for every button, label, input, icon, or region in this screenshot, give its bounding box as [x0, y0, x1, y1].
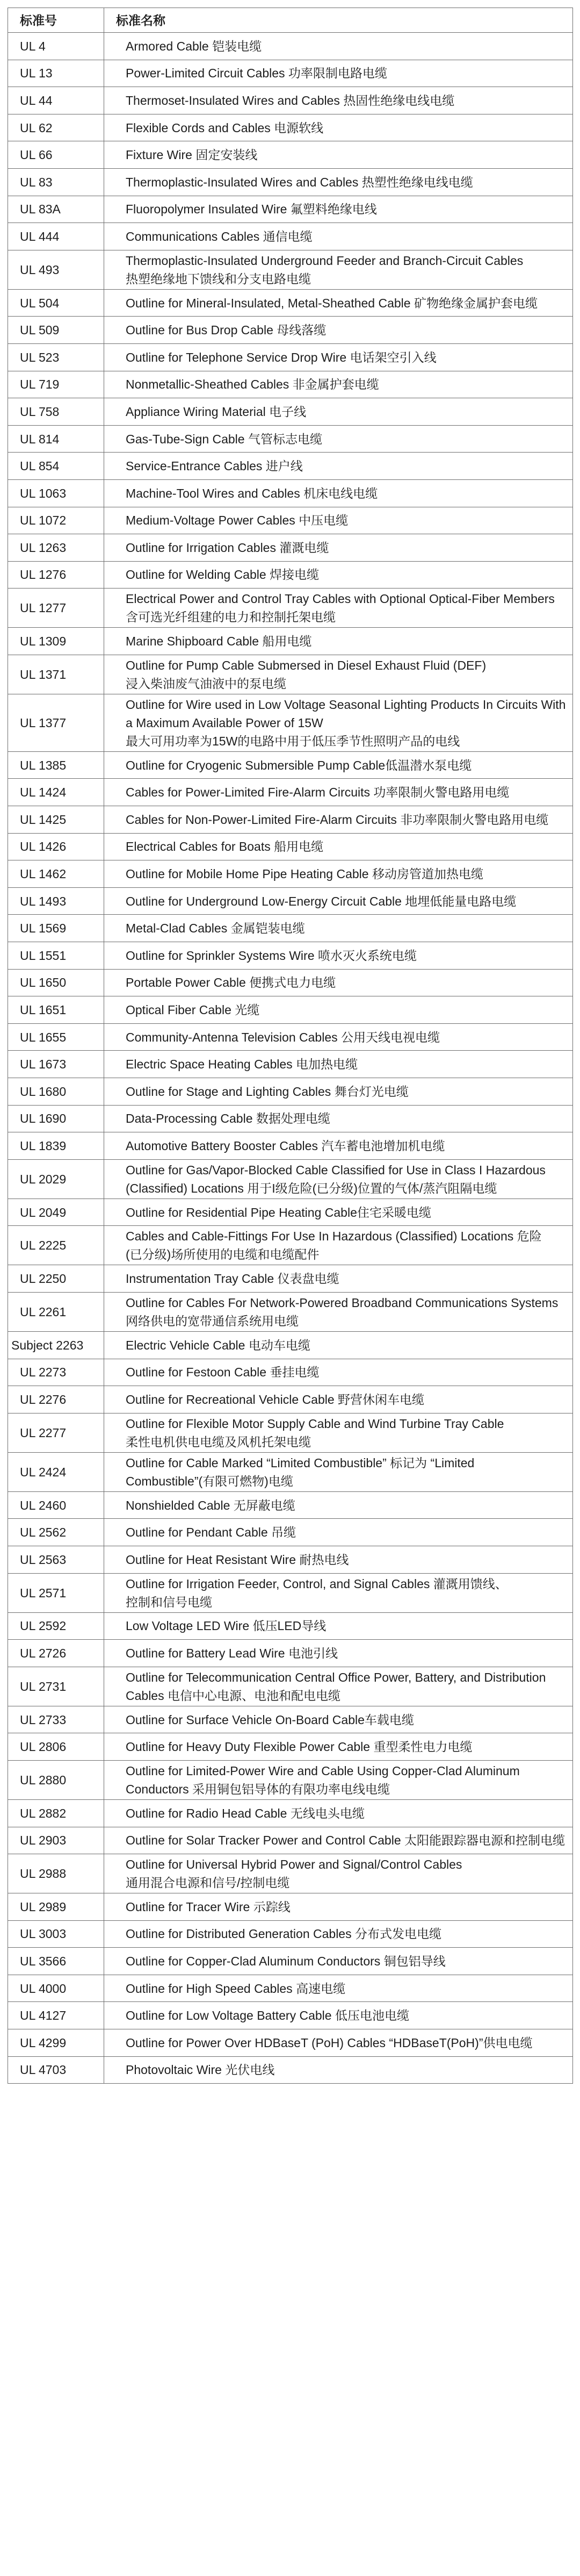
standard-code: UL 509: [8, 317, 104, 344]
standard-name: Data-Processing Cable 数据处理电缆: [104, 1105, 573, 1132]
standard-name: Outline for Universal Hybrid Power and Signal/Control Cables 通用混合电源和信号/控制电缆: [104, 1854, 573, 1893]
standard-code: UL 814: [8, 425, 104, 453]
table-row: [8, 2002, 573, 2029]
table-row: [8, 60, 573, 87]
table-row: [8, 1854, 573, 1893]
standard-name: Marine Shipboard Cable 船用电缆: [104, 628, 573, 655]
standard-code: UL 1263: [8, 534, 104, 562]
standard-code: UL 2424: [8, 1452, 104, 1491]
table-row: [8, 141, 573, 169]
table-row: [8, 942, 573, 970]
standard-code: UL 2989: [8, 1893, 104, 1921]
standard-name: Electrical Cables for Boats 船用电缆: [104, 833, 573, 860]
standard-name: Outline for Residential Pipe Heating Cable住宅采暖电缆: [104, 1199, 573, 1226]
standard-code: UL 504: [8, 289, 104, 317]
table-row: [8, 996, 573, 1024]
standard-name: Photovoltaic Wire 光伏电线: [104, 2056, 573, 2084]
standard-code: UL 1377: [8, 694, 104, 751]
standard-code: UL 1839: [8, 1132, 104, 1160]
standard-name: Outline for Stage and Lighting Cables 舞台灯光电缆: [104, 1078, 573, 1106]
standard-name: Armored Cable 铠装电缆: [104, 33, 573, 60]
standard-code: UL 44: [8, 87, 104, 114]
table-row: [8, 507, 573, 534]
table-row: [8, 1948, 573, 1975]
standard-code: UL 2029: [8, 1159, 104, 1199]
standard-code: UL 493: [8, 250, 104, 289]
table-row: [8, 343, 573, 371]
standard-code: UL 2731: [8, 1667, 104, 1706]
standard-name: Electric Vehicle Cable 电动车电缆: [104, 1331, 573, 1359]
table-row: [8, 1386, 573, 1413]
standard-name: Outline for Heat Resistant Wire 耐热电线: [104, 1546, 573, 1573]
standard-code: UL 1276: [8, 561, 104, 589]
standard-name: Gas-Tube-Sign Cable 气管标志电缆: [104, 425, 573, 453]
standard-code: UL 4000: [8, 1975, 104, 2002]
table-row: [8, 1292, 573, 1331]
standard-name: Outline for Telecommunication Central Office Power, Battery, and Distribution Cables 电信中心电源、电池和配电电缆: [104, 1667, 573, 1706]
table-row: [8, 1612, 573, 1640]
standard-code: UL 4127: [8, 2002, 104, 2029]
standard-code: UL 2988: [8, 1854, 104, 1893]
standard-code: UL 719: [8, 371, 104, 398]
standard-name: Thermoplastic-Insulated Underground Feeder and Branch-Circuit Cables 热塑绝缘地下馈线和分支电路电缆: [104, 250, 573, 289]
table-row: [8, 196, 573, 223]
table-row: [8, 425, 573, 453]
header-standard-code: 标准号: [8, 8, 104, 33]
standard-name: Outline for Surface Vehicle On-Board Cable车载电缆: [104, 1706, 573, 1733]
table-row: [8, 2029, 573, 2057]
table-row: [8, 1132, 573, 1160]
standard-name: Power-Limited Circuit Cables 功率限制电路电缆: [104, 60, 573, 87]
standard-code: UL 2571: [8, 1573, 104, 1612]
standard-name: Outline for Battery Lead Wire 电池引线: [104, 1640, 573, 1667]
table-row: [8, 1706, 573, 1733]
standard-name: Outline for Festoon Cable 垂挂电缆: [104, 1359, 573, 1386]
table-row: [8, 1199, 573, 1226]
table-row: [8, 1573, 573, 1612]
standard-code: UL 2903: [8, 1827, 104, 1854]
standard-code: UL 3003: [8, 1920, 104, 1948]
standard-name: Outline for Tracer Wire 示踪线: [104, 1893, 573, 1921]
standard-name: Optical Fiber Cable 光缆: [104, 996, 573, 1024]
standard-name: Outline for Wire used in Low Voltage Seasonal Lighting Products In Circuits With a Maximum Available Power of 15W 最大可用功率为15W的电路中用于低压季节性照明产品的电线: [104, 694, 573, 751]
table-row: [8, 1051, 573, 1078]
standard-code: UL 1385: [8, 751, 104, 779]
standard-name: Outline for Mobile Home Pipe Heating Cable 移动房管道加热电缆: [104, 860, 573, 888]
standard-code: UL 4: [8, 33, 104, 60]
standard-name: Fluoropolymer Insulated Wire 氟塑料绝缘电线: [104, 196, 573, 223]
standard-code: UL 62: [8, 114, 104, 141]
table-row: [8, 1078, 573, 1106]
table-row: [8, 1452, 573, 1491]
standard-name: Outline for Mineral-Insulated, Metal-Sheathed Cable 矿物绝缘金属护套电缆: [104, 289, 573, 317]
standard-code: UL 2276: [8, 1386, 104, 1413]
standard-name: Thermoplastic-Insulated Wires and Cables 热塑性绝缘电线电缆: [104, 168, 573, 196]
table-row: [8, 1733, 573, 1761]
standard-code: UL 3566: [8, 1948, 104, 1975]
standard-name: Outline for Pendant Cable 吊缆: [104, 1519, 573, 1546]
table-row: [8, 87, 573, 114]
standard-code: UL 854: [8, 453, 104, 480]
standard-code: UL 1425: [8, 806, 104, 834]
standard-code: UL 2592: [8, 1612, 104, 1640]
standard-name: Cables for Non-Power-Limited Fire-Alarm Circuits 非功率限制火警电路用电缆: [104, 806, 573, 834]
standard-name: Outline for Flexible Motor Supply Cable and Wind Turbine Tray Cable 柔性电机供电电缆及风机托架电缆: [104, 1413, 573, 1452]
table-body: [8, 33, 573, 2084]
table-row: [8, 887, 573, 915]
table-row: [8, 1491, 573, 1519]
table-row: [8, 534, 573, 562]
standard-name: Outline for Pump Cable Submersed in Diesel Exhaust Fluid (DEF) 浸入柴油废气油液中的泵电缆: [104, 655, 573, 694]
standard-code: UL 2273: [8, 1359, 104, 1386]
standard-name: Outline for Limited-Power Wire and Cable Using Copper-Clad Aluminum Conductors 采用铜包铝导体的有限功率电线电缆: [104, 1760, 573, 1799]
standard-name: Electrical Power and Control Tray Cables with Optional Optical-Fiber Members 含可选光纤组建的电力和控制托架电缆: [104, 589, 573, 628]
standard-code: UL 1277: [8, 589, 104, 628]
table-header-row: [8, 8, 573, 33]
table-row: [8, 1920, 573, 1948]
standard-name: Nonmetallic-Sheathed Cables 非金属护套电缆: [104, 371, 573, 398]
standard-code: UL 1551: [8, 942, 104, 970]
standard-name: Fixture Wire 固定安装线: [104, 141, 573, 169]
standard-name: Outline for Irrigation Cables 灌溉电缆: [104, 534, 573, 562]
standard-name: Outline for Copper-Clad Aluminum Conductors 铜包铝导线: [104, 1948, 573, 1975]
table-row: [8, 694, 573, 751]
standard-code: UL 2460: [8, 1491, 104, 1519]
table-row: [8, 655, 573, 694]
header-standard-name: 标准名称: [104, 8, 573, 33]
standard-name: Outline for Radio Head Cable 无线电头电缆: [104, 1799, 573, 1827]
table-row: [8, 628, 573, 655]
standard-name: Outline for Solar Tracker Power and Control Cable 太阳能跟踪器电源和控制电缆: [104, 1827, 573, 1854]
standard-name: Electric Space Heating Cables 电加热电缆: [104, 1051, 573, 1078]
standard-code: UL 2250: [8, 1265, 104, 1293]
standard-name: Instrumentation Tray Cable 仪表盘电缆: [104, 1265, 573, 1293]
standard-code: UL 1655: [8, 1023, 104, 1051]
standard-name: Cables and Cable-Fittings For Use In Hazardous (Classified) Locations 危险(已分级)场所使用的电缆和电缆配件: [104, 1226, 573, 1265]
standard-name: Metal-Clad Cables 金属铠装电缆: [104, 915, 573, 942]
standard-code: UL 2726: [8, 1640, 104, 1667]
table-row: [8, 453, 573, 480]
table-row: [8, 1799, 573, 1827]
standard-name: Appliance Wiring Material 电子线: [104, 398, 573, 426]
standard-code: UL 83A: [8, 196, 104, 223]
table-row: [8, 1519, 573, 1546]
standard-code: UL 1569: [8, 915, 104, 942]
standard-code: UL 4299: [8, 2029, 104, 2057]
standard-name: Outline for Underground Low-Energy Circuit Cable 地埋低能量电路电缆: [104, 887, 573, 915]
table-row: [8, 1546, 573, 1573]
table-row: [8, 371, 573, 398]
standard-code: UL 1651: [8, 996, 104, 1024]
standard-code: UL 1673: [8, 1051, 104, 1078]
standard-name: Outline for Recreational Vehicle Cable 野营休闲车电缆: [104, 1386, 573, 1413]
standard-code: UL 83: [8, 168, 104, 196]
table-row: [8, 779, 573, 806]
standard-code: UL 1063: [8, 479, 104, 507]
standard-name: Cables for Power-Limited Fire-Alarm Circuits 功率限制火警电路用电缆: [104, 779, 573, 806]
standard-name: Community-Antenna Television Cables 公用天线电视电缆: [104, 1023, 573, 1051]
standard-code: UL 2806: [8, 1733, 104, 1761]
standard-code: UL 2261: [8, 1292, 104, 1331]
ul-standards-table: [8, 8, 573, 2084]
standard-name: Outline for Cables For Network-Powered Broadband Communications Systems 网络供电的宽带通信系统用电缆: [104, 1292, 573, 1331]
standard-name: Outline for Sprinkler Systems Wire 喷水灭火系统电缆: [104, 942, 573, 970]
table-row: [8, 1760, 573, 1799]
standards-table-container: [8, 8, 572, 2084]
table-row: [8, 589, 573, 628]
table-row: [8, 860, 573, 888]
table-row: [8, 479, 573, 507]
table-row: [8, 1023, 573, 1051]
standard-code: UL 1690: [8, 1105, 104, 1132]
standard-name: Outline for Cryogenic Submersible Pump Cable低温潜水泵电缆: [104, 751, 573, 779]
table-row: [8, 223, 573, 250]
standard-name: Outline for High Speed Cables 高速电缆: [104, 1975, 573, 2002]
table-row: [8, 33, 573, 60]
standard-name: Outline for Welding Cable 焊接电缆: [104, 561, 573, 589]
standard-name: Outline for Power Over HDBaseT (PoH) Cables “HDBaseT(PoH)”供电电缆: [104, 2029, 573, 2057]
standard-name: Flexible Cords and Cables 电源软线: [104, 114, 573, 141]
table-row: [8, 1159, 573, 1199]
standard-name: Outline for Gas/Vapor-Blocked Cable Classified for Use in Class I Hazardous (Classified) Locations 用于I级危险(已分级)位置的气体/蒸汽阻隔电缆: [104, 1159, 573, 1199]
table-row: [8, 1359, 573, 1386]
table-row: [8, 1265, 573, 1293]
standard-name: Outline for Heavy Duty Flexible Power Cable 重型柔性电力电缆: [104, 1733, 573, 1761]
standard-name: Communications Cables 通信电缆: [104, 223, 573, 250]
standard-name: Outline for Low Voltage Battery Cable 低压电池电缆: [104, 2002, 573, 2029]
standard-name: Medium-Voltage Power Cables 中压电缆: [104, 507, 573, 534]
table-row: [8, 1226, 573, 1265]
standard-code: UL 758: [8, 398, 104, 426]
standard-code: Subject 2263: [8, 1331, 104, 1359]
standard-code: UL 2880: [8, 1760, 104, 1799]
standard-code: UL 66: [8, 141, 104, 169]
standard-code: UL 1072: [8, 507, 104, 534]
standard-name: Low Voltage LED Wire 低压LED导线: [104, 1612, 573, 1640]
standard-code: UL 1309: [8, 628, 104, 655]
standard-code: UL 2225: [8, 1226, 104, 1265]
table-row: [8, 806, 573, 834]
table-row: [8, 2056, 573, 2084]
table-row: [8, 1331, 573, 1359]
standard-code: UL 2882: [8, 1799, 104, 1827]
standard-code: UL 1371: [8, 655, 104, 694]
standard-name: Automotive Battery Booster Cables 汽车蓄电池增加机电缆: [104, 1132, 573, 1160]
standard-code: UL 1462: [8, 860, 104, 888]
standard-code: UL 1650: [8, 969, 104, 996]
table-row: [8, 289, 573, 317]
standard-code: UL 1680: [8, 1078, 104, 1106]
table-row: [8, 398, 573, 426]
table-row: [8, 915, 573, 942]
standard-name: Outline for Irrigation Feeder, Control, and Signal Cables 灌溉用馈线、控制和信号电缆: [104, 1573, 573, 1612]
table-row: [8, 1413, 573, 1452]
standard-code: UL 1493: [8, 887, 104, 915]
standard-code: UL 2049: [8, 1199, 104, 1226]
standard-code: UL 13: [8, 60, 104, 87]
standard-code: UL 2563: [8, 1546, 104, 1573]
table-row: [8, 1975, 573, 2002]
standard-code: UL 2562: [8, 1519, 104, 1546]
standard-name: Outline for Cable Marked “Limited Combustible” 标记为 “Limited Combustible”(有限可燃物)电缆: [104, 1452, 573, 1491]
table-row: [8, 969, 573, 996]
standard-name: Machine-Tool Wires and Cables 机床电线电缆: [104, 479, 573, 507]
table-row: [8, 751, 573, 779]
table-row: [8, 250, 573, 289]
table-row: [8, 833, 573, 860]
standard-code: UL 2277: [8, 1413, 104, 1452]
standard-name: Portable Power Cable 便携式电力电缆: [104, 969, 573, 996]
table-row: [8, 1667, 573, 1706]
standard-code: UL 1424: [8, 779, 104, 806]
standard-code: UL 2733: [8, 1706, 104, 1733]
standard-code: UL 523: [8, 343, 104, 371]
standard-name: Service-Entrance Cables 进户线: [104, 453, 573, 480]
standard-name: Outline for Telephone Service Drop Wire 电话架空引入线: [104, 343, 573, 371]
table-row: [8, 1893, 573, 1921]
standard-code: UL 4703: [8, 2056, 104, 2084]
table-row: [8, 317, 573, 344]
table-row: [8, 1640, 573, 1667]
standard-code: UL 1426: [8, 833, 104, 860]
standard-name: Outline for Bus Drop Cable 母线落缆: [104, 317, 573, 344]
standard-name: Thermoset-Insulated Wires and Cables 热固性绝缘电线电缆: [104, 87, 573, 114]
table-row: [8, 1105, 573, 1132]
table-row: [8, 561, 573, 589]
standard-code: UL 444: [8, 223, 104, 250]
standard-name: Outline for Distributed Generation Cables 分布式发电电缆: [104, 1920, 573, 1948]
table-row: [8, 114, 573, 141]
table-row: [8, 168, 573, 196]
table-row: [8, 1827, 573, 1854]
standard-name: Nonshielded Cable 无屏蔽电缆: [104, 1491, 573, 1519]
